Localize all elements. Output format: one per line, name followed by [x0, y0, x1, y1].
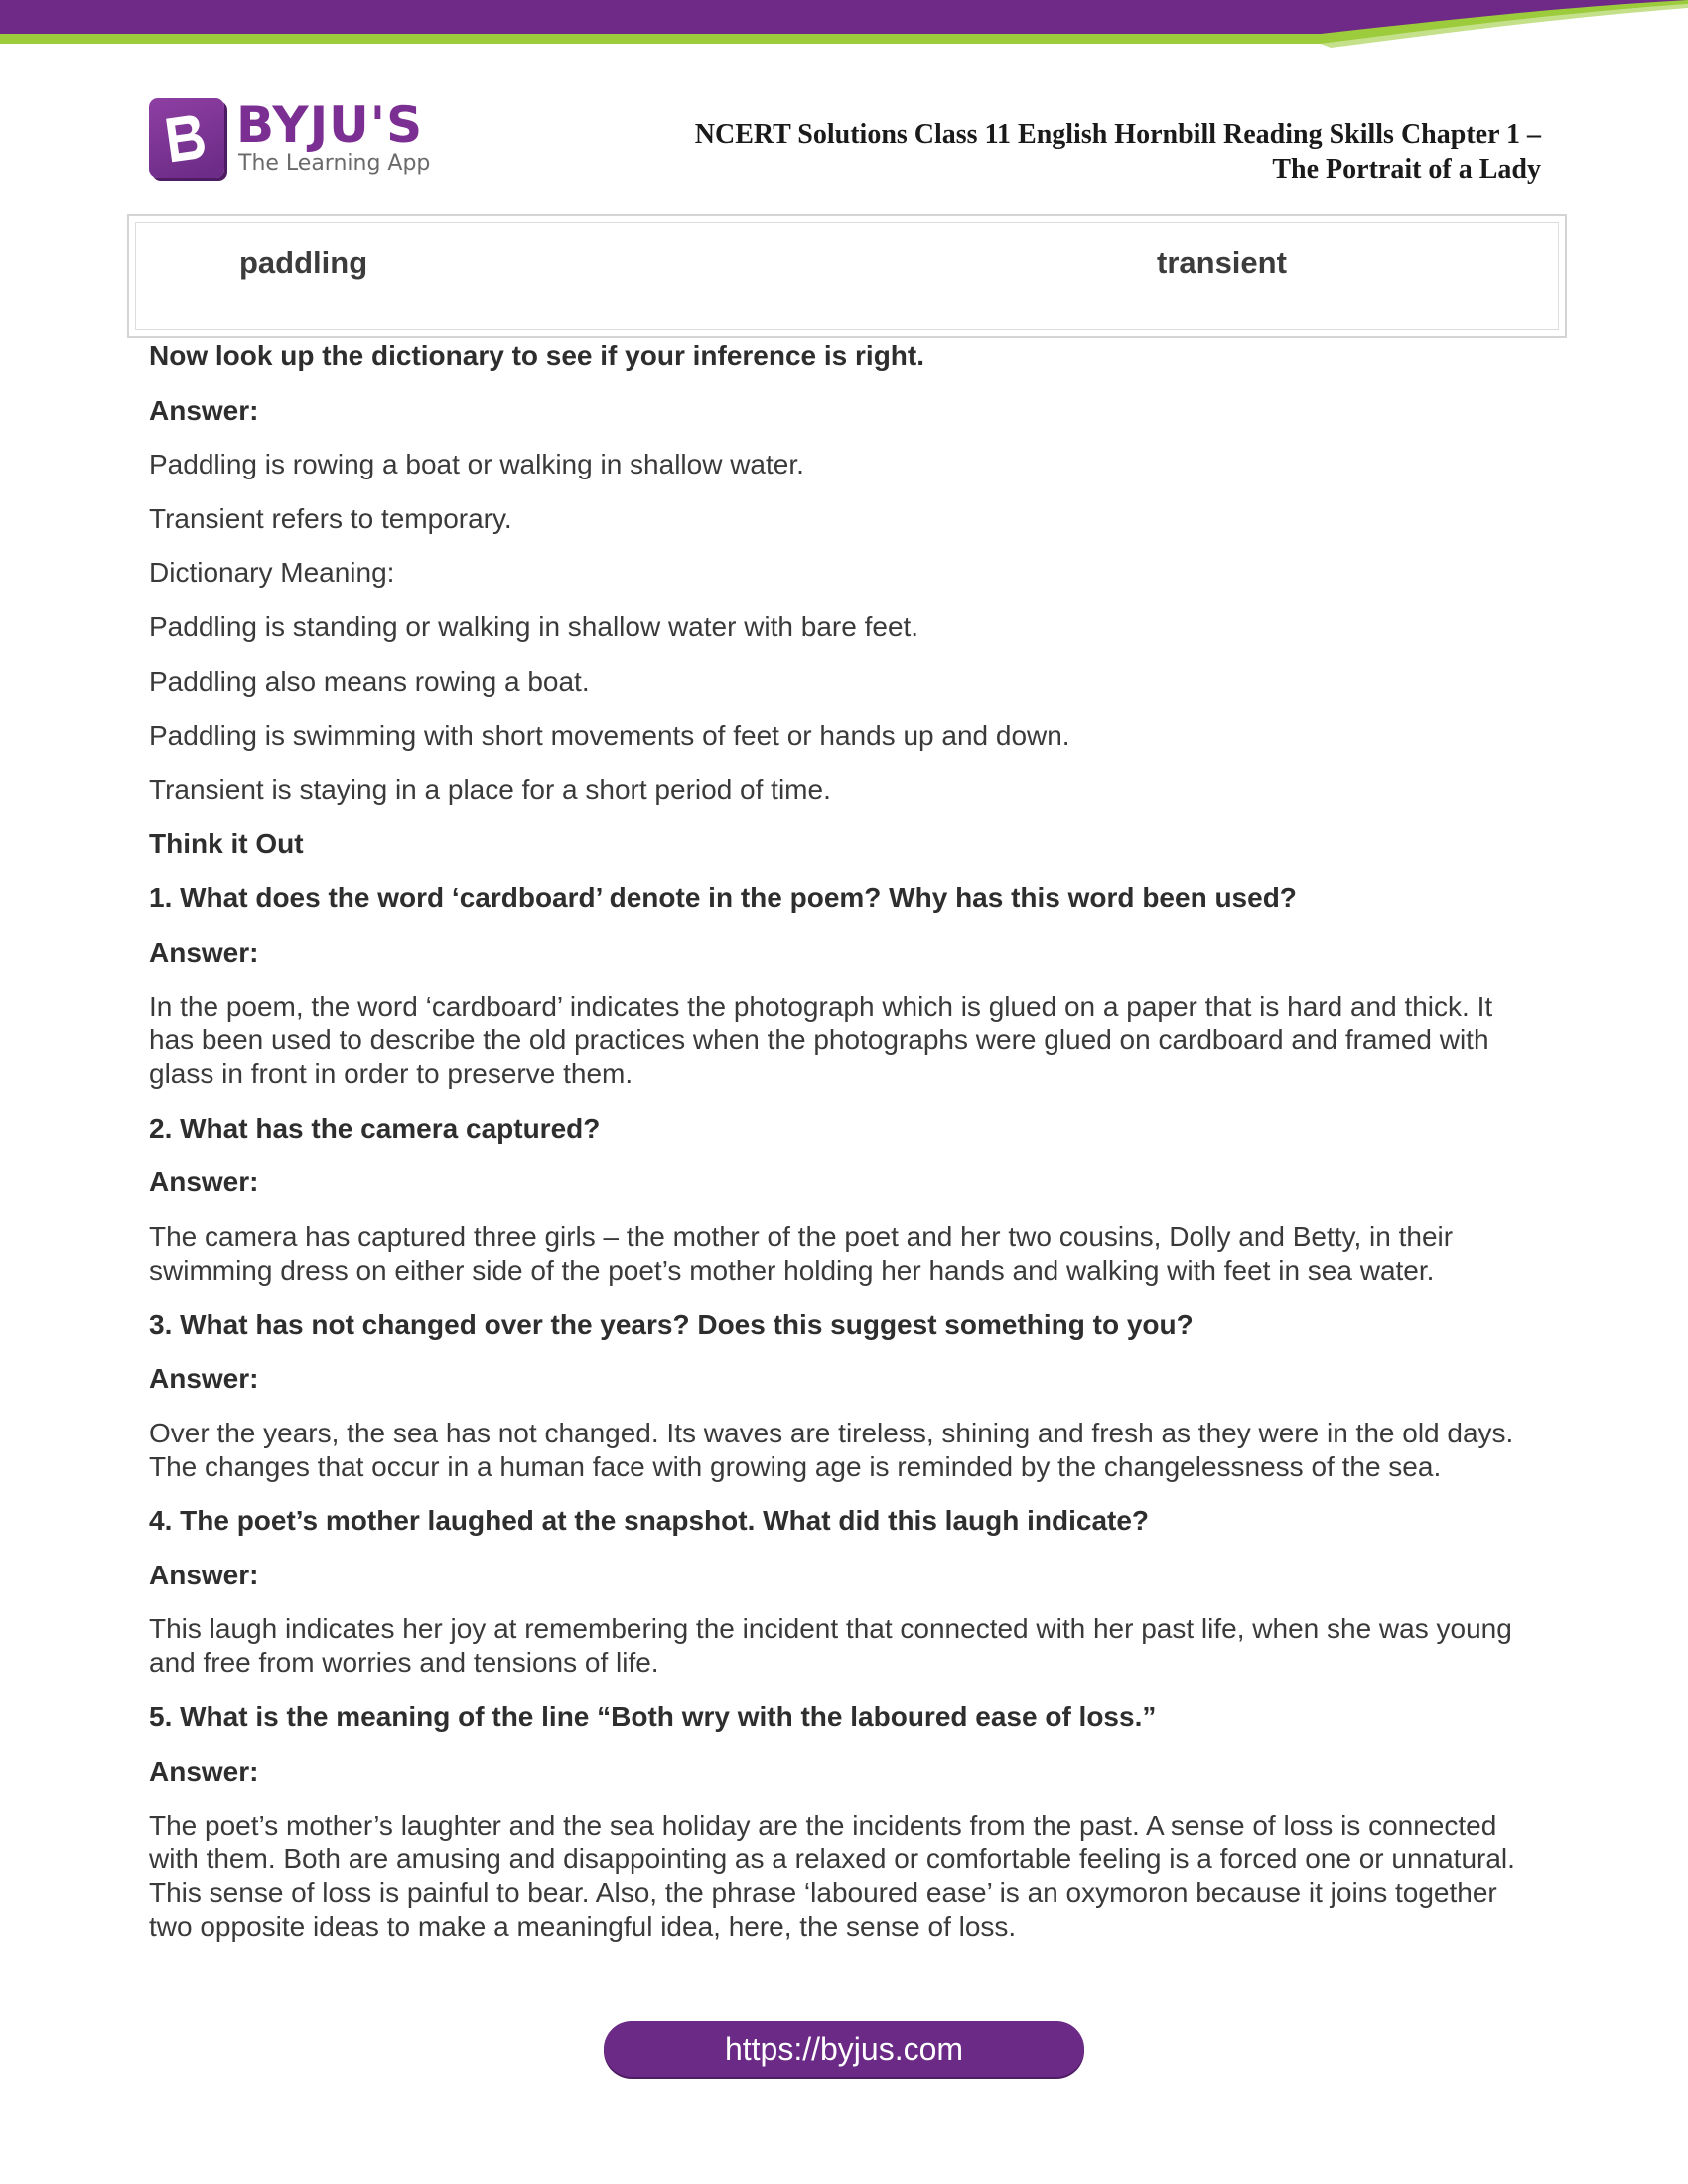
answer-label: Answer: — [149, 936, 259, 968]
question-4: 4. The poet’s mother laughed at the snapshot. What did this laugh indicate? — [149, 1505, 1150, 1537]
answer-paragraph: Paddling is standing or walking in shallow water with bare feet. — [149, 611, 919, 642]
website-link[interactable]: https://byjus.com — [604, 2021, 1084, 2077]
question-1: 1. What does the word ‘cardboard’ denote in the poem? Why has this word been used? — [149, 882, 1297, 913]
section-heading: Think it Out — [149, 828, 304, 860]
answer-1: In the poem, the word ‘cardboard’ indicates the photograph which is glued on a paper that is hard and thick. It has been used to describe the old practices when the photographs were glued on cardboard and framed with glass in front in order to preserve them. — [149, 991, 1493, 1090]
document-body — [149, 340, 1539, 1944]
answer-paragraph: Paddling is swimming with short movements of feet or hands up and down. — [149, 720, 1070, 751]
answer-4: This laugh indicates her joy at remembering the incident that connected with her past life, when she was young and free from worries and tensions of life. — [149, 1613, 1512, 1679]
byjus-logo-icon — [149, 98, 224, 178]
vocabulary-table — [127, 214, 1567, 338]
vocabulary-table-inner — [135, 222, 1559, 330]
title-line-2: The Portrait of a Lady — [1272, 154, 1541, 185]
answer-label: Answer: — [149, 394, 259, 426]
answer-paragraph: Dictionary Meaning: — [149, 557, 395, 589]
answer-2: The camera has captured three girls – the mother of the poet and her two cousins, Dolly and Betty, in their swimming dress on either side of the poet’s mother holding her hands and walking with feet in sea water. — [149, 1220, 1454, 1286]
question-2: 2. What has the camera captured? — [149, 1112, 601, 1144]
byjus-logo — [149, 97, 430, 179]
title-line-1: NCERT Solutions Class 11 English Hornbill Reading Skills Chapter 1 – — [694, 119, 1541, 150]
question-3: 3. What has not changed over the years? Does this suggest something to you? — [149, 1308, 1194, 1340]
instruction-text: Now look up the dictionary to see if your inference is right. — [149, 341, 925, 371]
logo-name: BYJU'S — [236, 96, 424, 154]
top-banner — [0, 0, 1688, 62]
answer-paragraph: Paddling also means rowing a boat. — [149, 665, 590, 697]
answer-label: Answer: — [149, 1755, 259, 1787]
document-title — [695, 117, 1541, 187]
answer-3: Over the years, the sea has not changed. Its waves are tireless, shining and fresh as they were in the old days. The changes that occur in a human face with growing age is reminded by the changelessness of the sea. — [149, 1417, 1514, 1482]
answer-5: The poet’s mother’s laughter and the sea holiday are the incidents from the past. A sense of loss is connected with them. Both are amusing and disappointing as a relaxed or comfortable feeling is a forced one or unnatural. This sense of loss is painful to bear. Also, the phrase ‘laboured ease’ is an oxymoron because it joins together two opposite ideas to make a meaningful idea, here, the sense of loss. — [149, 1810, 1515, 1943]
answer-label: Answer: — [149, 1363, 259, 1395]
vocab-word-transient: transient — [1157, 245, 1287, 280]
answer-paragraph: Transient is staying in a place for a short period of time. — [149, 773, 831, 805]
logo-tagline: The Learning App — [238, 151, 431, 176]
answer-paragraph: Transient refers to temporary. — [149, 502, 512, 534]
answer-label: Answer: — [149, 1559, 259, 1590]
answer-label: Answer: — [149, 1166, 259, 1198]
vocab-word-paddling: paddling — [239, 245, 368, 280]
answer-paragraph: Paddling is rowing a boat or walking in shallow water. — [149, 449, 804, 480]
question-5: 5. What is the meaning of the line “Both wry with the laboured ease of loss.” — [149, 1702, 1157, 1733]
